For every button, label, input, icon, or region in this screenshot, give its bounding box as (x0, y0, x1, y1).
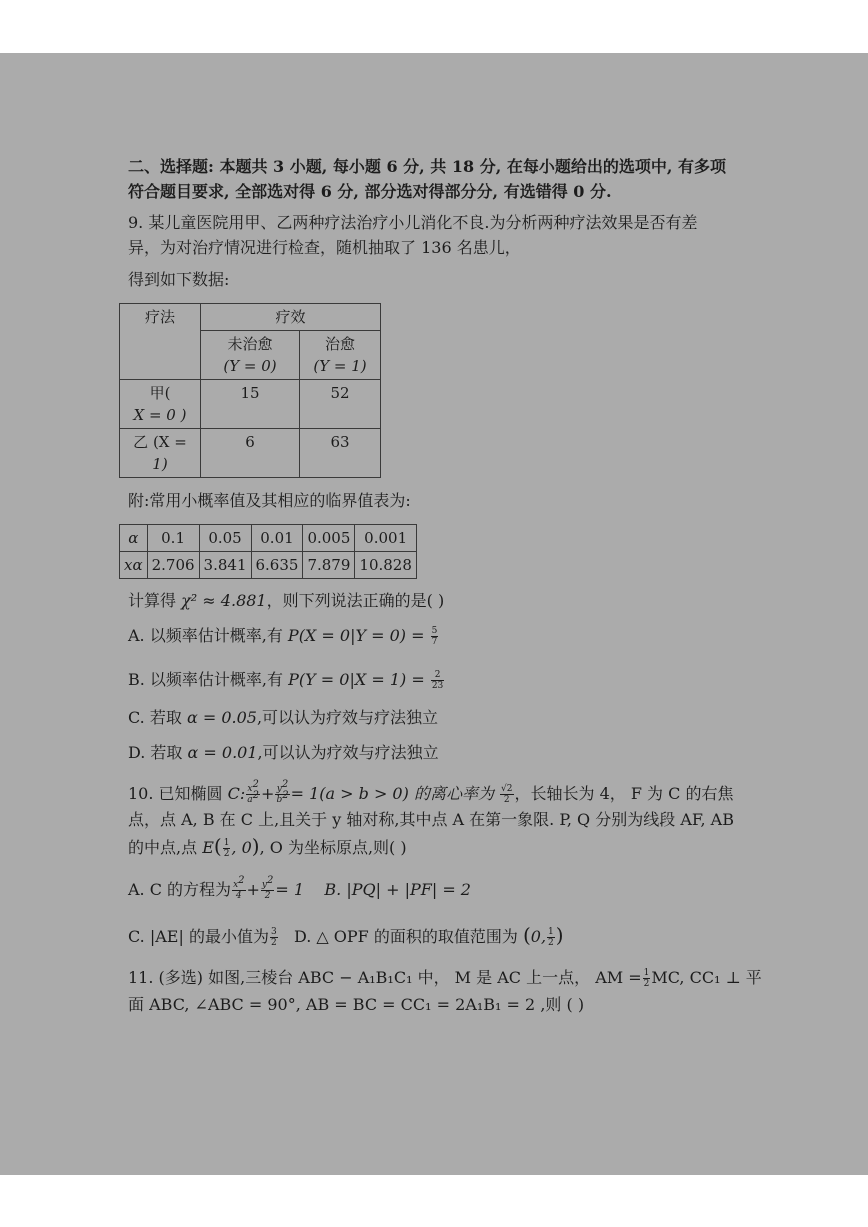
critical-value-table (119, 524, 417, 579)
q10-line3: 的中点,点 E( $\frac{1}{2}$ , 0), O 为坐标原点,则( ) (128, 834, 407, 859)
alpha-cell: 0.05 (199, 525, 251, 552)
alpha-cell: 0.1 (147, 525, 199, 552)
crit-value-cell: 6.635 (251, 552, 303, 579)
alpha-header: α (120, 525, 148, 552)
q11-line2: 面 ABC, ∠ABC = 90°, AB = BC = CC₁ = 2A₁B₁ = 2 ,则 ( ) (128, 995, 585, 1014)
section-heading-line1: 二、选择题: 本题共 3 小题, 每小题 6 分, 共 18 分, 在每小题给出的选项中, 有多项 (128, 157, 726, 176)
crit-value-cell: 7.879 (303, 552, 355, 579)
alpha-cell: 0.01 (251, 525, 303, 552)
q11-line1: 11. (多选) 如图,三棱台 ABC − A₁B₁C₁ 中， M 是 AC 上一点， AM = $\frac{1}{2}$ MC, CC₁ ⊥ 平 (128, 968, 762, 989)
table-row-jia-label: 甲( X = 0 ) (120, 380, 201, 429)
table-cell: 52 (300, 380, 381, 429)
q9-stem-line1: 9. 某儿童医院用甲、乙两种疗法治疗小儿消化不良.为分析两种疗法效果是否有差 (128, 213, 698, 232)
q10-line2: 点，点 A, B 在 C 上,且关于 y 轴对称,其中点 A 在第一象限. P, Q 分别为线段 AF, AB (128, 810, 734, 829)
table-col-uncured: 未治愈 (Y = 0) (201, 331, 300, 380)
section-heading-line2: 符合题目要求, 全部选对得 6 分, 部分选对得部分分, 有选错得 0 分. (128, 182, 612, 201)
q10-options-ab: A. C 的方程为 $\frac{x^2}{4}$ + $\frac{y^2}{2}$ = 1 B. |PQ| + |PF| = 2 (128, 875, 471, 901)
crit-value-cell: 10.828 (355, 552, 417, 579)
q9-option-c: C. 若取 α = 0.05,可以认为疗效与疗法独立 (128, 708, 439, 727)
q9-data-intro: 得到如下数据: (128, 270, 230, 289)
q9-option-d: D. 若取 α = 0.01,可以认为疗效与疗法独立 (128, 743, 439, 762)
alpha-cell: 0.001 (355, 525, 417, 552)
q10-options-cd: C. |AE| 的最小值为 $\frac{3}{2}$ D. △ OPF 的面积的取值范围为 (0, $\frac{1}{2}$ ) (128, 923, 564, 948)
q9-calc-line: 计算得 χ² ≈ 4.881，则下列说法正确的是( ) (128, 591, 445, 610)
alpha-cell: 0.005 (303, 525, 355, 552)
q9-option-b: B. 以频率估计概率,有 P(Y = 0|X = 1) = $\frac{2}{23}$ (128, 670, 444, 691)
q10-line1: 10. 已知椭圆 C: $\frac{x^2}{a^2}$ + $\frac{y^2}{b^2}$ = 1(a > b > 0) 的离心率为 $\frac{√2}{2}$ ，长轴长为 4， F 为 C 的右焦 (128, 779, 734, 805)
table-col-cured: 治愈 (Y = 1) (300, 331, 381, 380)
table-cell: 63 (300, 429, 381, 478)
table-row-yi-label: 乙 (X = 1) (120, 429, 201, 478)
table-cell: 15 (201, 380, 300, 429)
crit-value-cell: 3.841 (199, 552, 251, 579)
table-cell: 6 (201, 429, 300, 478)
table-header-effect: 疗效 (201, 304, 381, 331)
table-header-method: 疗法 (120, 304, 201, 380)
q9-stem-line2: 异，为对治疗情况进行检查，随机抽取了 136 名患儿， (128, 238, 521, 257)
q9-option-a: A. 以频率估计概率,有 P(X = 0|Y = 0) = $\frac{5}{7}$ (128, 626, 438, 647)
crit-value-cell: 2.706 (147, 552, 199, 579)
treatment-table (119, 303, 381, 478)
q9-appendix: 附:常用小概率值及其相应的临界值表为: (128, 491, 411, 510)
x-alpha-header: xα (120, 552, 148, 579)
